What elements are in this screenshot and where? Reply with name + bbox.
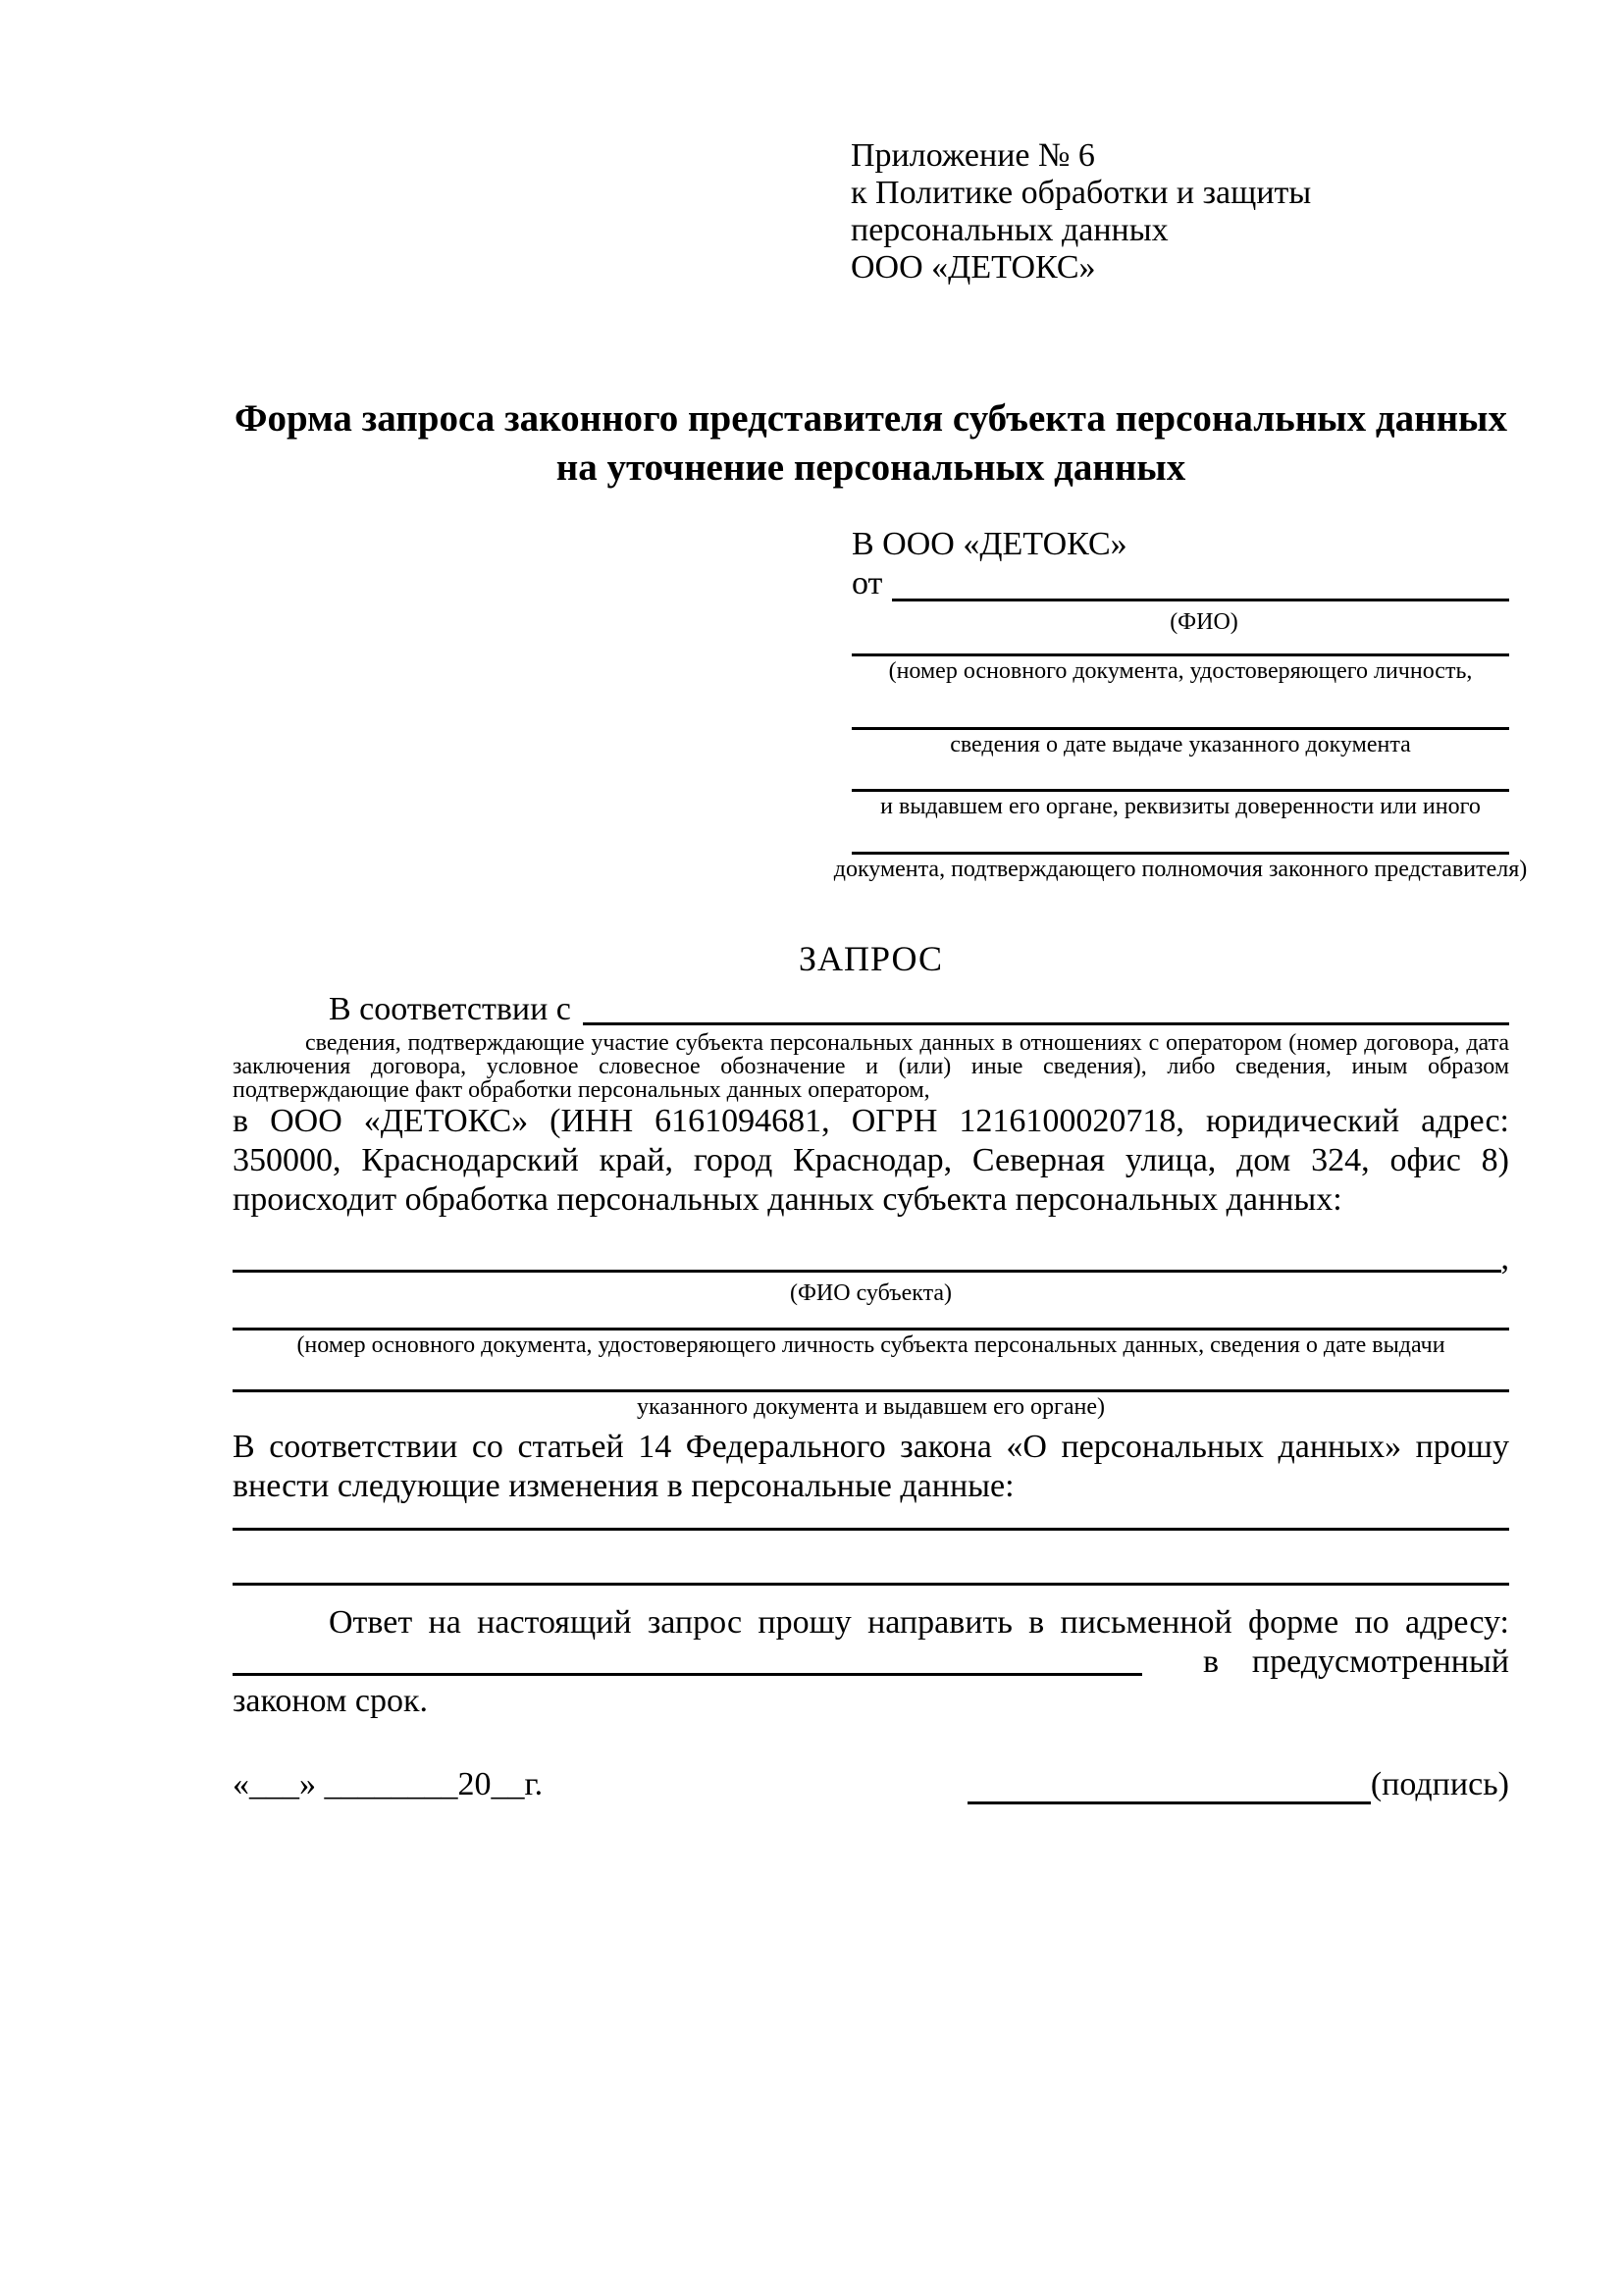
signature-caption: (подпись) [1370,1766,1509,1802]
subject-doc-caption-line1: (номер основного документа, удостоверяющего личность субъекта персональных данных, сведения о дате выдачи [296,1332,1445,1358]
appendix-header [851,137,1509,287]
page-title [233,394,1509,493]
response-address-row [233,1643,1509,1682]
trailing-comma: , [1500,1240,1509,1277]
relation-proof-field-line [583,988,1509,1025]
fio-caption: (ФИО) [1170,609,1238,635]
from-field-row [852,564,1509,607]
subject-doc-caption-line2: указанного документа и выдавшем его органе) [636,1394,1106,1420]
intro-footnote: сведения, подтверждающие участие субъекта персональных данных в отношениях с оператором (номер договора, дата заключения договора, условное словесное обозначение и (или) иные сведения), либо сведения, иным образом подтверждающие факт обработки персональных данных оператором, [233,1030,1509,1103]
response-gap-words [1142,1643,1509,1682]
paragraph-indent [233,988,329,1031]
amendment-paragraph: В соответствии со статьей 14 Федерального закона «О персональных данных» прошу внести следующие изменения в персональные данные: [233,1429,1509,1504]
signature-group [968,1765,1509,1804]
request-heading: ЗАПРОС [799,939,943,978]
word-stipulated: предусмотренный [1251,1644,1509,1680]
page-title-line2: на уточнение персональных данных [555,446,1186,489]
operator-paragraph: в ООО «ДЕТОКС» (ИНН 6161094681, ОГРН 1216100020718, юридический адрес: 350000, Краснодарский край, город Краснодар, Северная улица, дом 324, офис 8) происходит обработка персональных данных субъекта персональных данных: [233,1103,1509,1218]
response-sentence-end: законом срок. [233,1683,428,1719]
intro-label: В соответствии с [329,991,571,1027]
authority-doc-caption: документа, подтверждающего полномочия законного представителя) [833,857,1528,882]
amendment-field-line-2 [233,1583,1509,1586]
subject-fio-field-row [233,1239,1509,1278]
intro-field-row [233,988,1509,1031]
signoff-row [233,1765,1509,1804]
fio-field-line [892,564,1509,601]
addressee-organization: В ООО «ДЕТОКС» [852,526,1127,562]
amendment-field-line-1 [233,1528,1509,1531]
subject-fio-caption: (ФИО субъекта) [789,1280,953,1306]
appendix-line: к Политике обработки и защиты [851,175,1312,211]
document-content [233,0,1528,1804]
page-title-line1: Форма запроса законного представителя субъекта персональных данных [234,397,1508,440]
addressee-block [833,525,1528,884]
appendix-line: Приложение № 6 [851,137,1095,174]
date-template: «___» ________20__г. [233,1766,544,1802]
doc-issue-date-caption: сведения о дате выдаче указанного документа [950,732,1411,757]
appendix-line: персональных данных [851,212,1169,248]
from-label: от [852,565,883,601]
issuing-authority-caption: и выдавшем его органе, реквизиты доверенности или иного [880,794,1481,819]
appendix-line: ООО «ДЕТОКС» [851,249,1096,286]
signature-field-line [968,1768,1371,1804]
response-sentence-start: Ответ на настоящий запрос прошу направить в письменной форме по адресу: [329,1604,1509,1641]
representative-doc-caption: (номер основного документа, удостоверяющего личность, [888,658,1473,684]
address-field-line [233,1643,1142,1676]
word-in: в [1203,1644,1220,1680]
subject-fio-field-line [233,1239,1501,1273]
